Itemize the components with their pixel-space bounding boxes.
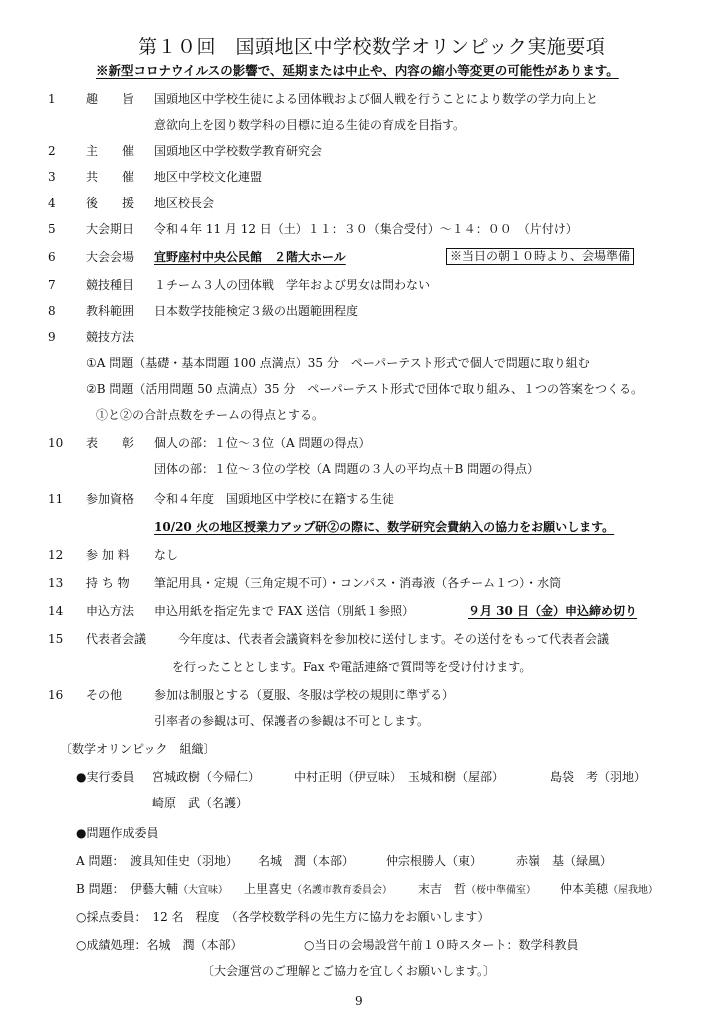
item-8-number: 8 (48, 304, 56, 318)
item-6-setup-note: ※当日の朝１０時より、会場準備 (446, 248, 634, 265)
item-13-text: 筆記用具・定規（三角定規不可）・コンパス・消毒液（各チーム１つ）・水筒 (154, 576, 562, 590)
org-exec-member: 中村正明（伊豆味） (294, 770, 403, 784)
org-exec-member: 島袋 考（羽地） (550, 770, 647, 784)
item-3-text: 地区中学校文化連盟 (154, 170, 263, 184)
item-2-number: 2 (48, 144, 56, 158)
org-venue-setup: ○当日の会場設営午前１０時スタート：数学科教員 (304, 938, 579, 952)
org-exec-member: 崎原 武（名護） (152, 796, 249, 810)
org-a-member: 仲宗根勝人（東） (386, 854, 483, 868)
org-exec-label: ●実行委員 (76, 770, 135, 784)
org-grading: ○採点委員： 12 名 程度 （各学校数学科の先生方に協力をお願いします） (76, 910, 490, 924)
item-16-text: 参加は制服とする（夏服、冬服は学校の規則に準ずる） (154, 688, 455, 702)
item-16-text-2: 引率者の参観は可、保護者の参観は不可とします。 (154, 714, 430, 728)
item-8-label: 教科範囲 (86, 304, 135, 318)
item-1-text-2: 意欲向上を図り数学科の目標に迫る生徒の育成を目指す。 (154, 118, 466, 132)
item-15-number: 15 (48, 632, 64, 646)
item-7-label: 競技種目 (86, 278, 135, 292)
item-4-text: 地区校長会 (154, 196, 215, 210)
item-14-deadline: ９月 30 日（金）申込締め切り (468, 604, 638, 618)
item-9-problem-a: ①A 問題（基礎・基本問題 100 点満点）35 分 ペーパーテスト形式で個人で問題に取り組む (86, 356, 590, 370)
item-14-label: 申込方法 (86, 604, 135, 618)
item-2-label: 主 催 (86, 144, 135, 158)
page-title: 第１０回 国頭地区中学校数学オリンピック実施要項 (138, 36, 606, 58)
closing-message: 〔大会運営のご理解とご協力を宜しくお願いします。〕 (202, 964, 496, 978)
item-5-label: 大会期日 (86, 222, 135, 236)
item-11-label: 参加資格 (86, 492, 135, 506)
item-10-label: 表 彰 (86, 436, 135, 450)
item-5-number: 5 (48, 222, 56, 236)
org-b-member: 上里喜史（名護市教育委員会） (244, 882, 393, 896)
item-11-number: 11 (48, 492, 64, 506)
item-15-label: 代表者会議 (86, 632, 147, 646)
item-11-fee-note: 10/20 火の地区授業力アップ研②の際に、数学研究会費納入の協力をお願いします。 (154, 520, 615, 534)
item-16-label: その他 (86, 688, 123, 702)
item-15-text-2: を行ったこととします。Fax や電話連絡で質問等を受け付けます。 (172, 660, 532, 674)
org-b-member: 伊藝大輔（大宜味） (130, 882, 229, 896)
org-b-label: B 問題： (76, 882, 125, 896)
org-heading: 〔数学オリンピック 組織〕 (60, 742, 216, 756)
item-9-total: ①と②の合計点数をチームの得点とする。 (96, 408, 325, 422)
org-a-member: 赤嶺 基（緑風） (516, 854, 613, 868)
item-7-number: 7 (48, 278, 56, 292)
org-a-member: 名城 潤（本部） (258, 854, 355, 868)
item-2-text: 国頭地区中学校数学教育研究会 (154, 144, 323, 158)
item-1-label: 趣 旨 (86, 92, 135, 106)
item-10-team: 団体の部：１位～３位の学校（A 問題の３人の平均点＋B 問題の得点） (154, 462, 540, 476)
item-6-number: 6 (48, 250, 56, 264)
org-a-label: A 問題： (76, 854, 125, 868)
item-16-number: 16 (48, 688, 64, 702)
org-b-member: 末吉 哲（桜中準備室） (418, 882, 537, 896)
item-13-label: 持 ち 物 (86, 576, 130, 590)
item-13-number: 13 (48, 576, 64, 590)
item-6-venue: 宜野座村中央公民館 ２階大ホール (154, 250, 346, 264)
item-8-text: 日本数学技能検定３級の出題範囲程度 (154, 304, 359, 318)
item-15-text: 今年度は、代表者会議資料を参加校に送付します。その送付をもって代表者会議 (178, 632, 610, 646)
item-4-number: 4 (48, 196, 56, 210)
item-10-number: 10 (48, 436, 64, 450)
covid-notice: ※新型コロナウイルスの影響で、延期または中止や、内容の縮小等変更の可能性があります。 (96, 63, 619, 78)
org-exec-member: 宮城政樹（今帰仁） (152, 770, 261, 784)
org-problem-label: ●問題作成委員 (76, 826, 159, 840)
item-3-label: 共 催 (86, 170, 135, 184)
org-b-member: 仲本美穂（屋我地） (560, 882, 659, 896)
item-11-text: 令和４年度 国頭地区中学校に在籍する生徒 (154, 492, 395, 506)
item-12-label: 参 加 料 (86, 548, 130, 562)
item-4-label: 後 援 (86, 196, 135, 210)
item-6-label: 大会会場 (86, 250, 135, 264)
org-results: ○成績処理：名城 潤（本部） (76, 938, 243, 952)
item-14-text: 申込用紙を指定先まで FAX 送信（別紙１参照） (154, 604, 415, 618)
item-14-number: 14 (48, 604, 64, 618)
item-9-number: 9 (48, 330, 56, 344)
item-3-number: 3 (48, 170, 56, 184)
item-12-text: なし (154, 548, 179, 562)
item-1-number: 1 (48, 92, 56, 106)
page-number: 9 (355, 994, 363, 1008)
org-a-member: 渡具知佳史（羽地） (130, 854, 239, 868)
item-10-individual: 個人の部：１位～３位（A 問題の得点） (154, 436, 371, 450)
item-9-problem-b: ②B 問題（活用問題 50 点満点）35 分 ペーパーテスト形式で団体で取り組み、１つの答案をつくる。 (86, 382, 644, 396)
item-5-text: 令和４年 11 月 12 日（土）１１：３０（集合受付）～１４：００ （片付け） (154, 222, 578, 236)
item-9-label: 競技方法 (86, 330, 135, 344)
org-exec-member: 玉城和樹（屋部） (408, 770, 505, 784)
item-7-text: １チーム３人の団体戦 学年および男女は問わない (154, 278, 431, 292)
item-1-text: 国頭地区中学校生徒による団体戦および個人戦を行うことにより数学の学力向上と (154, 92, 599, 106)
item-12-number: 12 (48, 548, 64, 562)
